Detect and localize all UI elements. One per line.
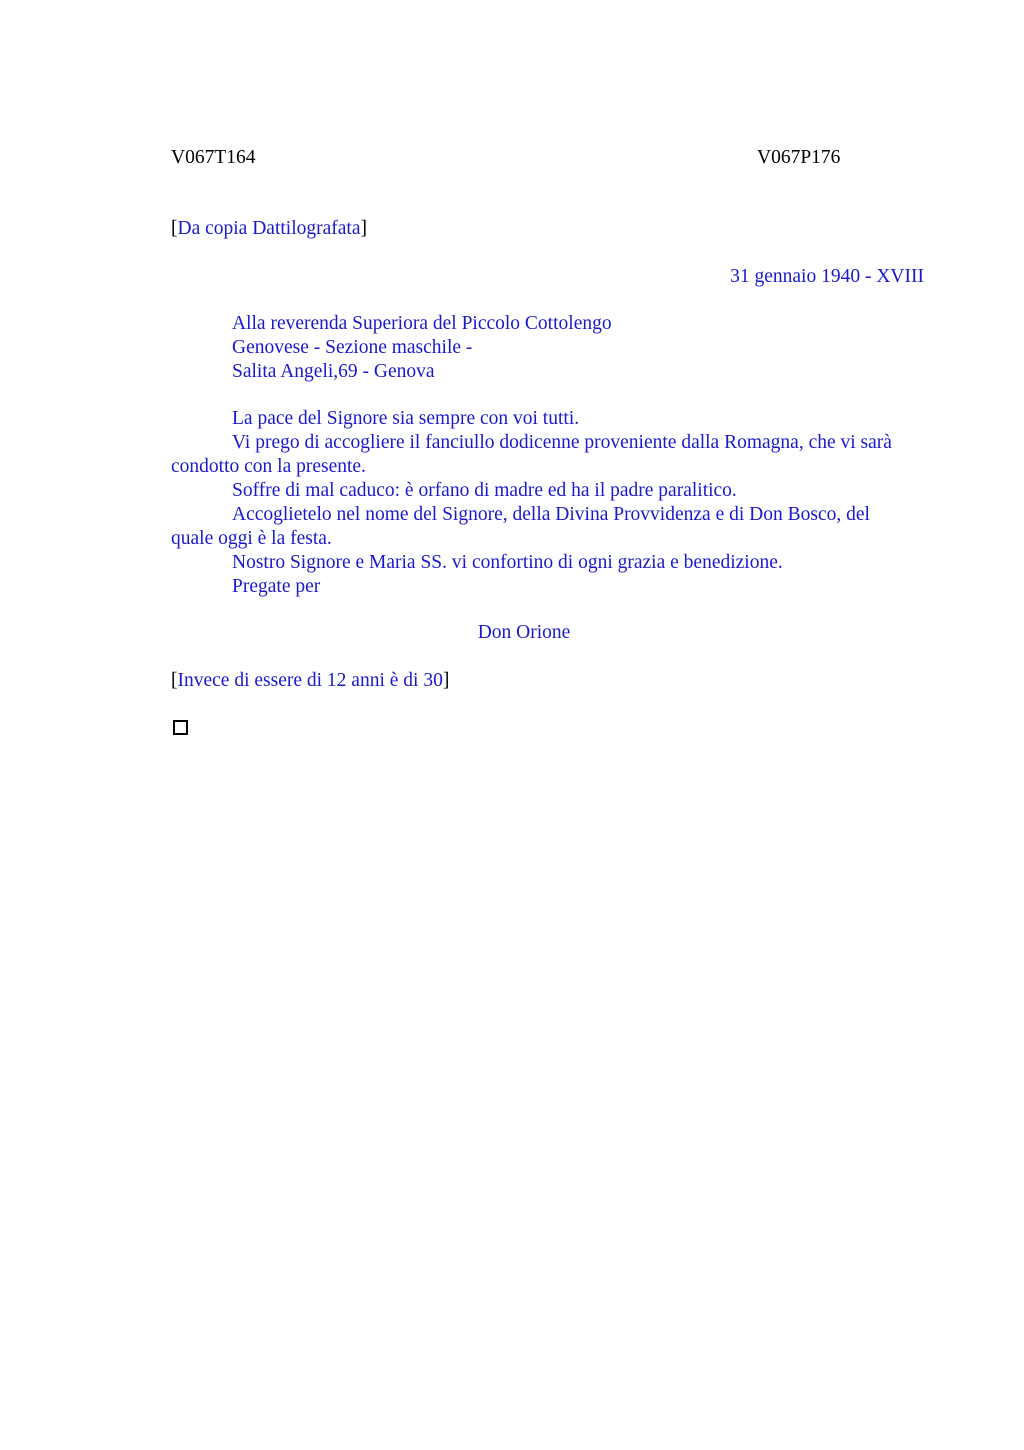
source-note-close-bracket: ] [360,218,367,239]
end-marker-box-icon [173,720,188,735]
footnote-close-bracket: ] [442,670,450,691]
letter-paragraph: Soffre di mal caduco: è orfano di madre ed ha il padre paralitico. [232,480,737,501]
source-note-open-bracket: [ [171,218,178,239]
letter-paragraph: Pregate per [232,576,321,597]
letter-paragraph: La pace del Signore sia sempre con voi tutti. [232,408,580,429]
document-code-left: V067T164 [171,147,256,168]
source-note-text: Da copia Dattilografata [177,218,361,239]
document-code-right: V067P176 [757,147,841,168]
letter-paragraph: Vi prego di accogliere il fanciullo dodicenne proveniente dalla Romagna, che vi sarà condotto con la presente. [171,432,892,477]
letter-date: 31 gennaio 1940 - XVIII [730,266,924,287]
letter-body [171,407,911,599]
letter-paragraph: Nostro Signore e Maria SS. vi confortino di ogni grazia e benedizione. [232,552,783,573]
signature: Don Orione [477,622,571,643]
recipient-address [232,312,612,384]
address-line: Salita Angeli,69 - Genova [232,361,435,382]
address-line: Genovese - Sezione maschile - [232,337,473,358]
source-note [171,217,367,241]
footnote-text: Invece di essere di 12 anni è di 30 [177,670,443,691]
footnote-open-bracket: [ [171,670,178,691]
letter-paragraph: Accoglietelo nel nome del Signore, della Divina Provvidenza e di Don Bosco, del quale oggi è la festa. [171,504,870,549]
editorial-footnote [171,669,449,693]
address-line: Alla reverenda Superiora del Piccolo Cottolengo [232,313,612,334]
